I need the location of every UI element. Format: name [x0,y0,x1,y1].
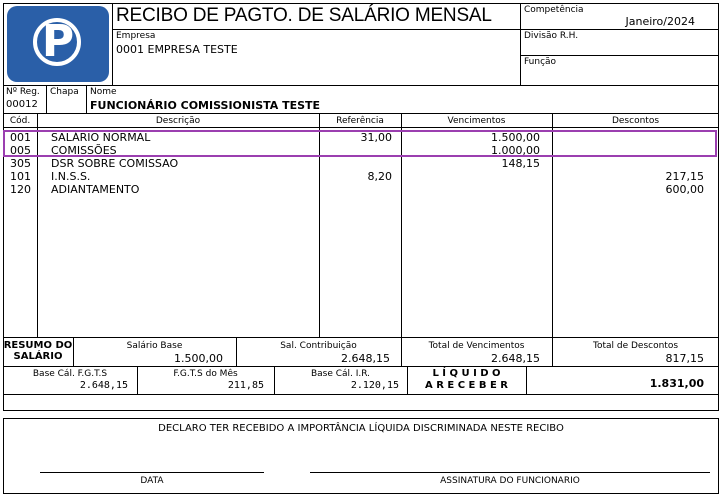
chapa-label: Chapa [50,87,79,97]
resumo-title-1: RESUMO DO [3,340,73,351]
col-header-referencia: Referência [336,116,384,126]
total-vencimentos-value: 2.648,15 [491,352,540,365]
row-cod: 120 [10,183,31,196]
row-descontos: 217,15 [665,170,704,183]
data-signature-line [40,472,264,473]
row-cod: 101 [10,170,31,183]
base-ir-label: Base Cál. I.R. [310,369,371,379]
declaration-text: DECLARO TER RECEBIDO A IMPORTÂNCIA LÍQUIDA DISCRIMINADA NESTE RECIBO [158,423,564,434]
divisao-label: Divisão R.H. [524,31,579,41]
divider [520,29,719,30]
company-logo [7,6,109,82]
row-vencimentos: 1.000,00 [491,144,540,157]
empresa-value: 0001 EMPRESA TESTE [116,43,238,56]
total-descontos-value: 817,15 [665,352,704,365]
row-cod: 001 [10,131,31,144]
divider [86,85,87,113]
nome-value: FUNCIONÁRIO COMISSIONISTA TESTE [90,99,321,112]
p-logo-icon: P [41,16,75,67]
nome-label: Nome [90,87,117,97]
liquido-value: 1.831,00 [649,377,704,390]
base-ir-value: 2.120,15 [350,380,399,391]
highlight-box [3,130,717,157]
row-descricao: ADIANTAMENTO [51,183,140,196]
base-fgts-value: 2.648,15 [79,380,128,391]
data-label: DATA [140,476,164,486]
competencia-value: Janeiro/2024 [625,15,695,28]
divider [3,127,719,128]
divider [3,113,719,114]
empresa-label: Empresa [116,31,156,41]
competencia-label: Competência [524,5,584,15]
document-title: RECIBO DE PAGTO. DE SALÁRIO MENSAL [116,5,492,26]
reg-value: 00012 [6,99,38,110]
col-header-cod: Cód. [9,116,31,126]
reg-label: Nº Reg. [6,87,40,97]
divider [3,394,719,395]
divider [46,85,47,113]
salario-base-value: 1.500,00 [174,352,223,365]
col-header-vencimentos: Vencimentos [447,116,506,126]
col-header-descricao: Descrição [155,116,201,126]
fgts-mes-value: 211,85 [227,380,264,391]
total-descontos-label: Total de Descontos [592,341,679,351]
col-header-descontos: Descontos [611,116,660,126]
total-vencimentos-label: Total de Vencimentos [428,341,525,351]
divider [520,3,521,85]
row-descricao: I.N.S.S. [51,170,91,183]
row-referencia: 31,00 [360,131,392,144]
assinatura-signature-line [310,472,710,473]
divider [520,55,719,56]
assinatura-label: ASSINATURA DO FUNCIONARIO [440,476,580,486]
row-cod: 305 [10,157,31,170]
sal-contribuicao-value: 2.648,15 [341,352,390,365]
fgts-mes-label: F.G.T.S do Mês [173,369,238,379]
liquido-label-2: A R E C E B E R [425,380,508,391]
salario-base-label: Salário Base [126,341,183,351]
divider [3,366,719,367]
funcao-label: Função [524,57,557,67]
row-descricao: DSR SOBRE COMISSAO [51,157,179,170]
divider [3,337,719,338]
row-cod: 005 [10,144,31,157]
row-vencimentos: 1.500,00 [491,131,540,144]
divider [112,3,113,85]
resumo-title-2: SALÁRIO [13,351,63,362]
divider [3,85,719,86]
base-fgts-label: Base Cál. F.G.T.S [32,369,108,379]
row-referencia: 8,20 [367,170,392,183]
row-descricao: SALÁRIO NORMAL [51,131,151,144]
sal-contribuicao-label: Sal. Contribuição [280,341,357,351]
row-vencimentos: 148,15 [501,157,540,170]
divider [112,29,520,30]
row-descricao: COMISSÕES [51,144,117,157]
liquido-label-1: L Í Q U I D O [432,368,501,379]
row-descontos: 600,00 [665,183,704,196]
